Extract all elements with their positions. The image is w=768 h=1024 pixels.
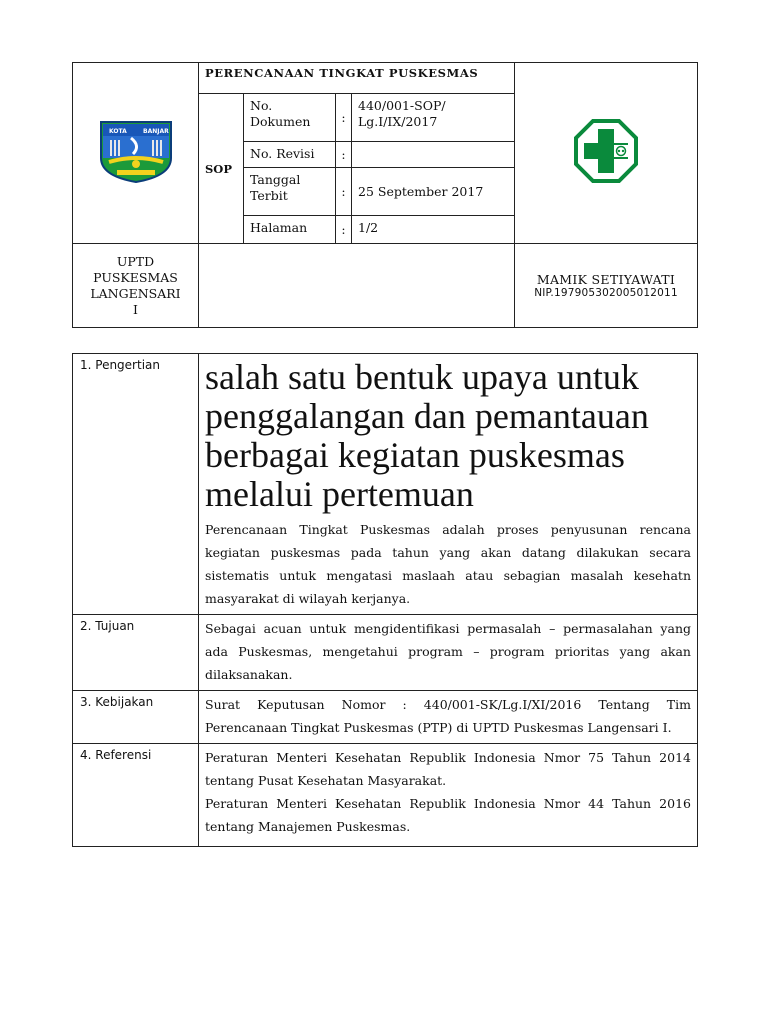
signer-nip: NIP.197905302005012011 [534,287,678,299]
logo-kota-text: KOTA [108,128,127,135]
logo-banjar-text: BANJAR [142,128,169,135]
org-name: UPTD PUSKESMAS LANGENSARI I [73,244,199,328]
referensi-paragraph-2: Peraturan Menteri Kesehatan Republik Indonesia Nmor 44 Tahun 2016 tentang Manajemen Puskesmas. [205,796,691,834]
sop-title: PERENCANAAN TINGKAT PUSKESMAS [199,63,515,94]
issue-date-colon: : [336,168,352,216]
section-content-tujuan [199,615,698,691]
doc-number-value: 440/001-SOP/ Lg.I/IX/2017 [352,94,515,142]
revision-value [352,142,515,168]
city-logo-icon [97,118,175,184]
section-label-referensi: 4. Referensi [73,744,199,847]
referensi-paragraph-1: Peraturan Menteri Kesehatan Republik Indonesia Nmor 75 Tahun 2014 tentang Pusat Kesehatan Masyarakat. [205,750,691,788]
section-label-tujuan: 2. Tujuan [73,615,199,691]
tujuan-paragraph: Sebagai acuan untuk mengidentifikasi permasalah – permasalahan yang ada Puskesmas, mengetahui program – program prioritas yang akan dilaksanakan. [205,621,691,682]
sop-label: SOP [199,94,244,244]
section-label-kebijakan: 3. Kebijakan [73,691,199,744]
page-value: 1/2 [352,216,515,244]
sop-content-table [72,353,698,847]
city-logo-cell [73,63,199,244]
page-colon: : [336,216,352,244]
doc-number-label: No. Dokumen [244,94,336,142]
signer-block [515,244,698,328]
doc-number-colon: : [336,94,352,142]
page-label: Halaman [244,216,336,244]
pengertian-large-text: salah satu bentuk upaya untuk penggalangan dan pemantauan berbagai kegiatan puskesmas melalui pertemuan [205,357,649,514]
pengertian-paragraph: Perencanaan Tingkat Puskesmas adalah proses penyusunan rencana kegiatan puskesmas pada tahun yang akan datang dilakukan secara sistematis untuk mengatasi maslaah atau sebagian masalah kesehatn masyarakat di wilayah kerjanya. [205,522,691,606]
signer-name: MAMIK SETIYAWATI [536,272,676,287]
sop-header-table [72,62,698,328]
issue-date-value: 25 September 2017 [352,168,515,216]
section-label-pengertian: 1. Pengertian [73,354,199,615]
revision-colon: : [336,142,352,168]
signature-area [199,244,515,328]
puskesmas-cross-icon [574,119,638,183]
section-content-kebijakan [199,691,698,744]
revision-label: No. Revisi [244,142,336,168]
section-content-pengertian [199,354,698,615]
kebijakan-paragraph: Surat Keputusan Nomor : 440/001-SK/Lg.I/XI/2016 Tentang Tim Perencanaan Tingkat Puskesmas (PTP) di UPTD Puskesmas Langensari I. [205,697,691,735]
section-content-referensi [199,744,698,847]
puskesmas-logo-cell [515,63,698,244]
issue-date-label: Tanggal Terbit [244,168,336,216]
